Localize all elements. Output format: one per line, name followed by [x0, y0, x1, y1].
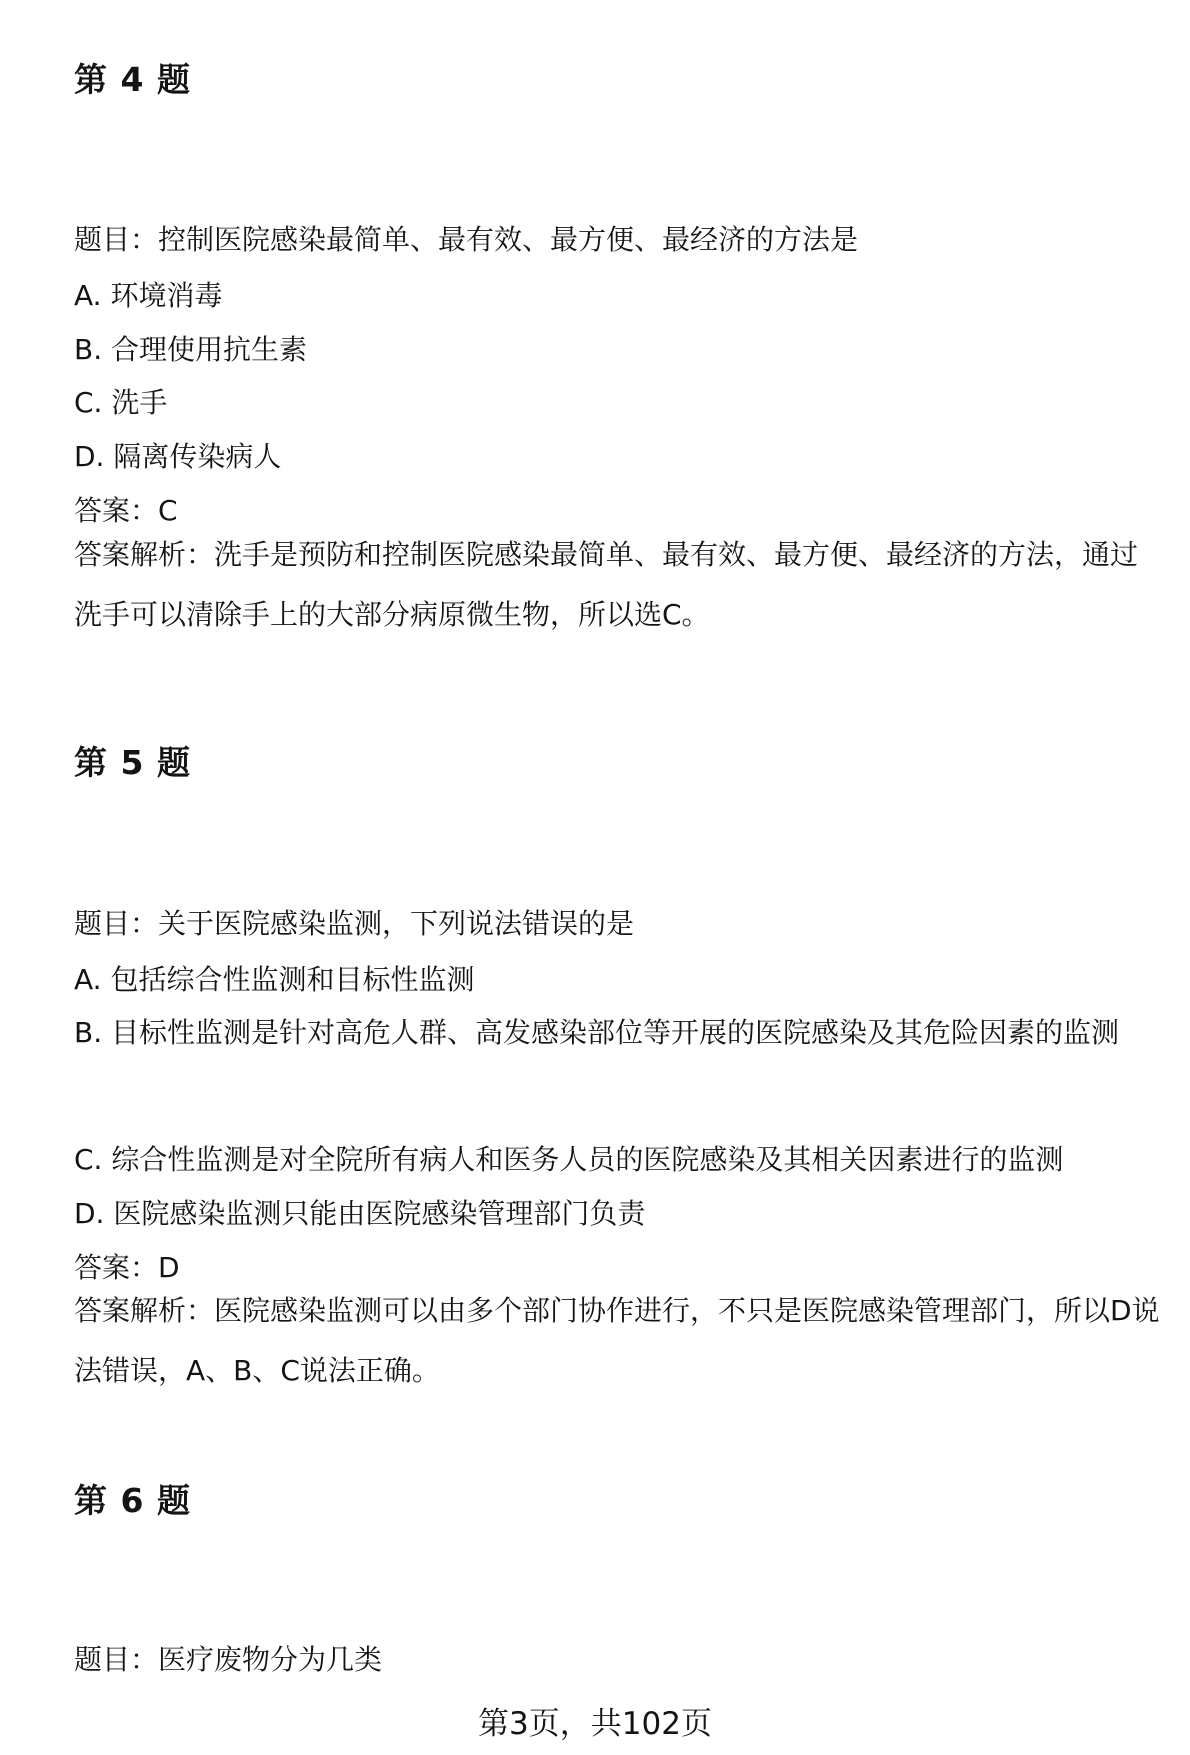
- question-4-option-c: C. 洗手: [74, 386, 168, 419]
- question-5-option-d: D. 医院感染监测只能由医院感染管理部门负责: [74, 1197, 646, 1230]
- page-footer: 第3页，共102页: [478, 1706, 712, 1742]
- question-5-option-c: C. 综合性监测是对全院所有病人和医务人员的医院感染及其相关因素进行的监测: [74, 1143, 1064, 1176]
- question-5-title: 第 5 题: [74, 743, 191, 782]
- question-5-stem: 题目：关于医院感染监测，下列说法错误的是: [74, 907, 635, 940]
- question-5-option-a: A. 包括综合性监测和目标性监测: [74, 963, 475, 996]
- question-4-stem: 题目：控制医院感染最简单、最有效、最方便、最经济的方法是: [74, 223, 859, 256]
- question-4-option-d: D. 隔离传染病人: [74, 440, 282, 473]
- question-6-title: 第 6 题: [74, 1481, 191, 1520]
- question-5-option-b: B. 目标性监测是针对高危人群、高发感染部位等开展的医院感染及其危险因素的监测: [74, 1016, 1120, 1049]
- question-6-stem: 题目：医疗废物分为几类: [74, 1643, 383, 1676]
- question-4-title: 第 4 题: [74, 60, 191, 99]
- question-4-option-a: A. 环境消毒: [74, 279, 223, 312]
- question-4-option-b: B. 合理使用抗生素: [74, 333, 308, 366]
- question-4-answer: 答案：C: [74, 494, 178, 527]
- question-5-answer: 答案：D: [74, 1251, 180, 1284]
- question-4-analysis: 答案解析：洗手是预防和控制医院感染最简单、最有效、最方便、最经济的方法，通过洗手可以清除手上的大部分病原微生物，所以选C。: [74, 538, 1139, 631]
- question-5-analysis: 答案解析：医院感染监测可以由多个部门协作进行，不只是医院感染管理部门，所以D说法错误，A、B、C说法正确。: [74, 1294, 1160, 1387]
